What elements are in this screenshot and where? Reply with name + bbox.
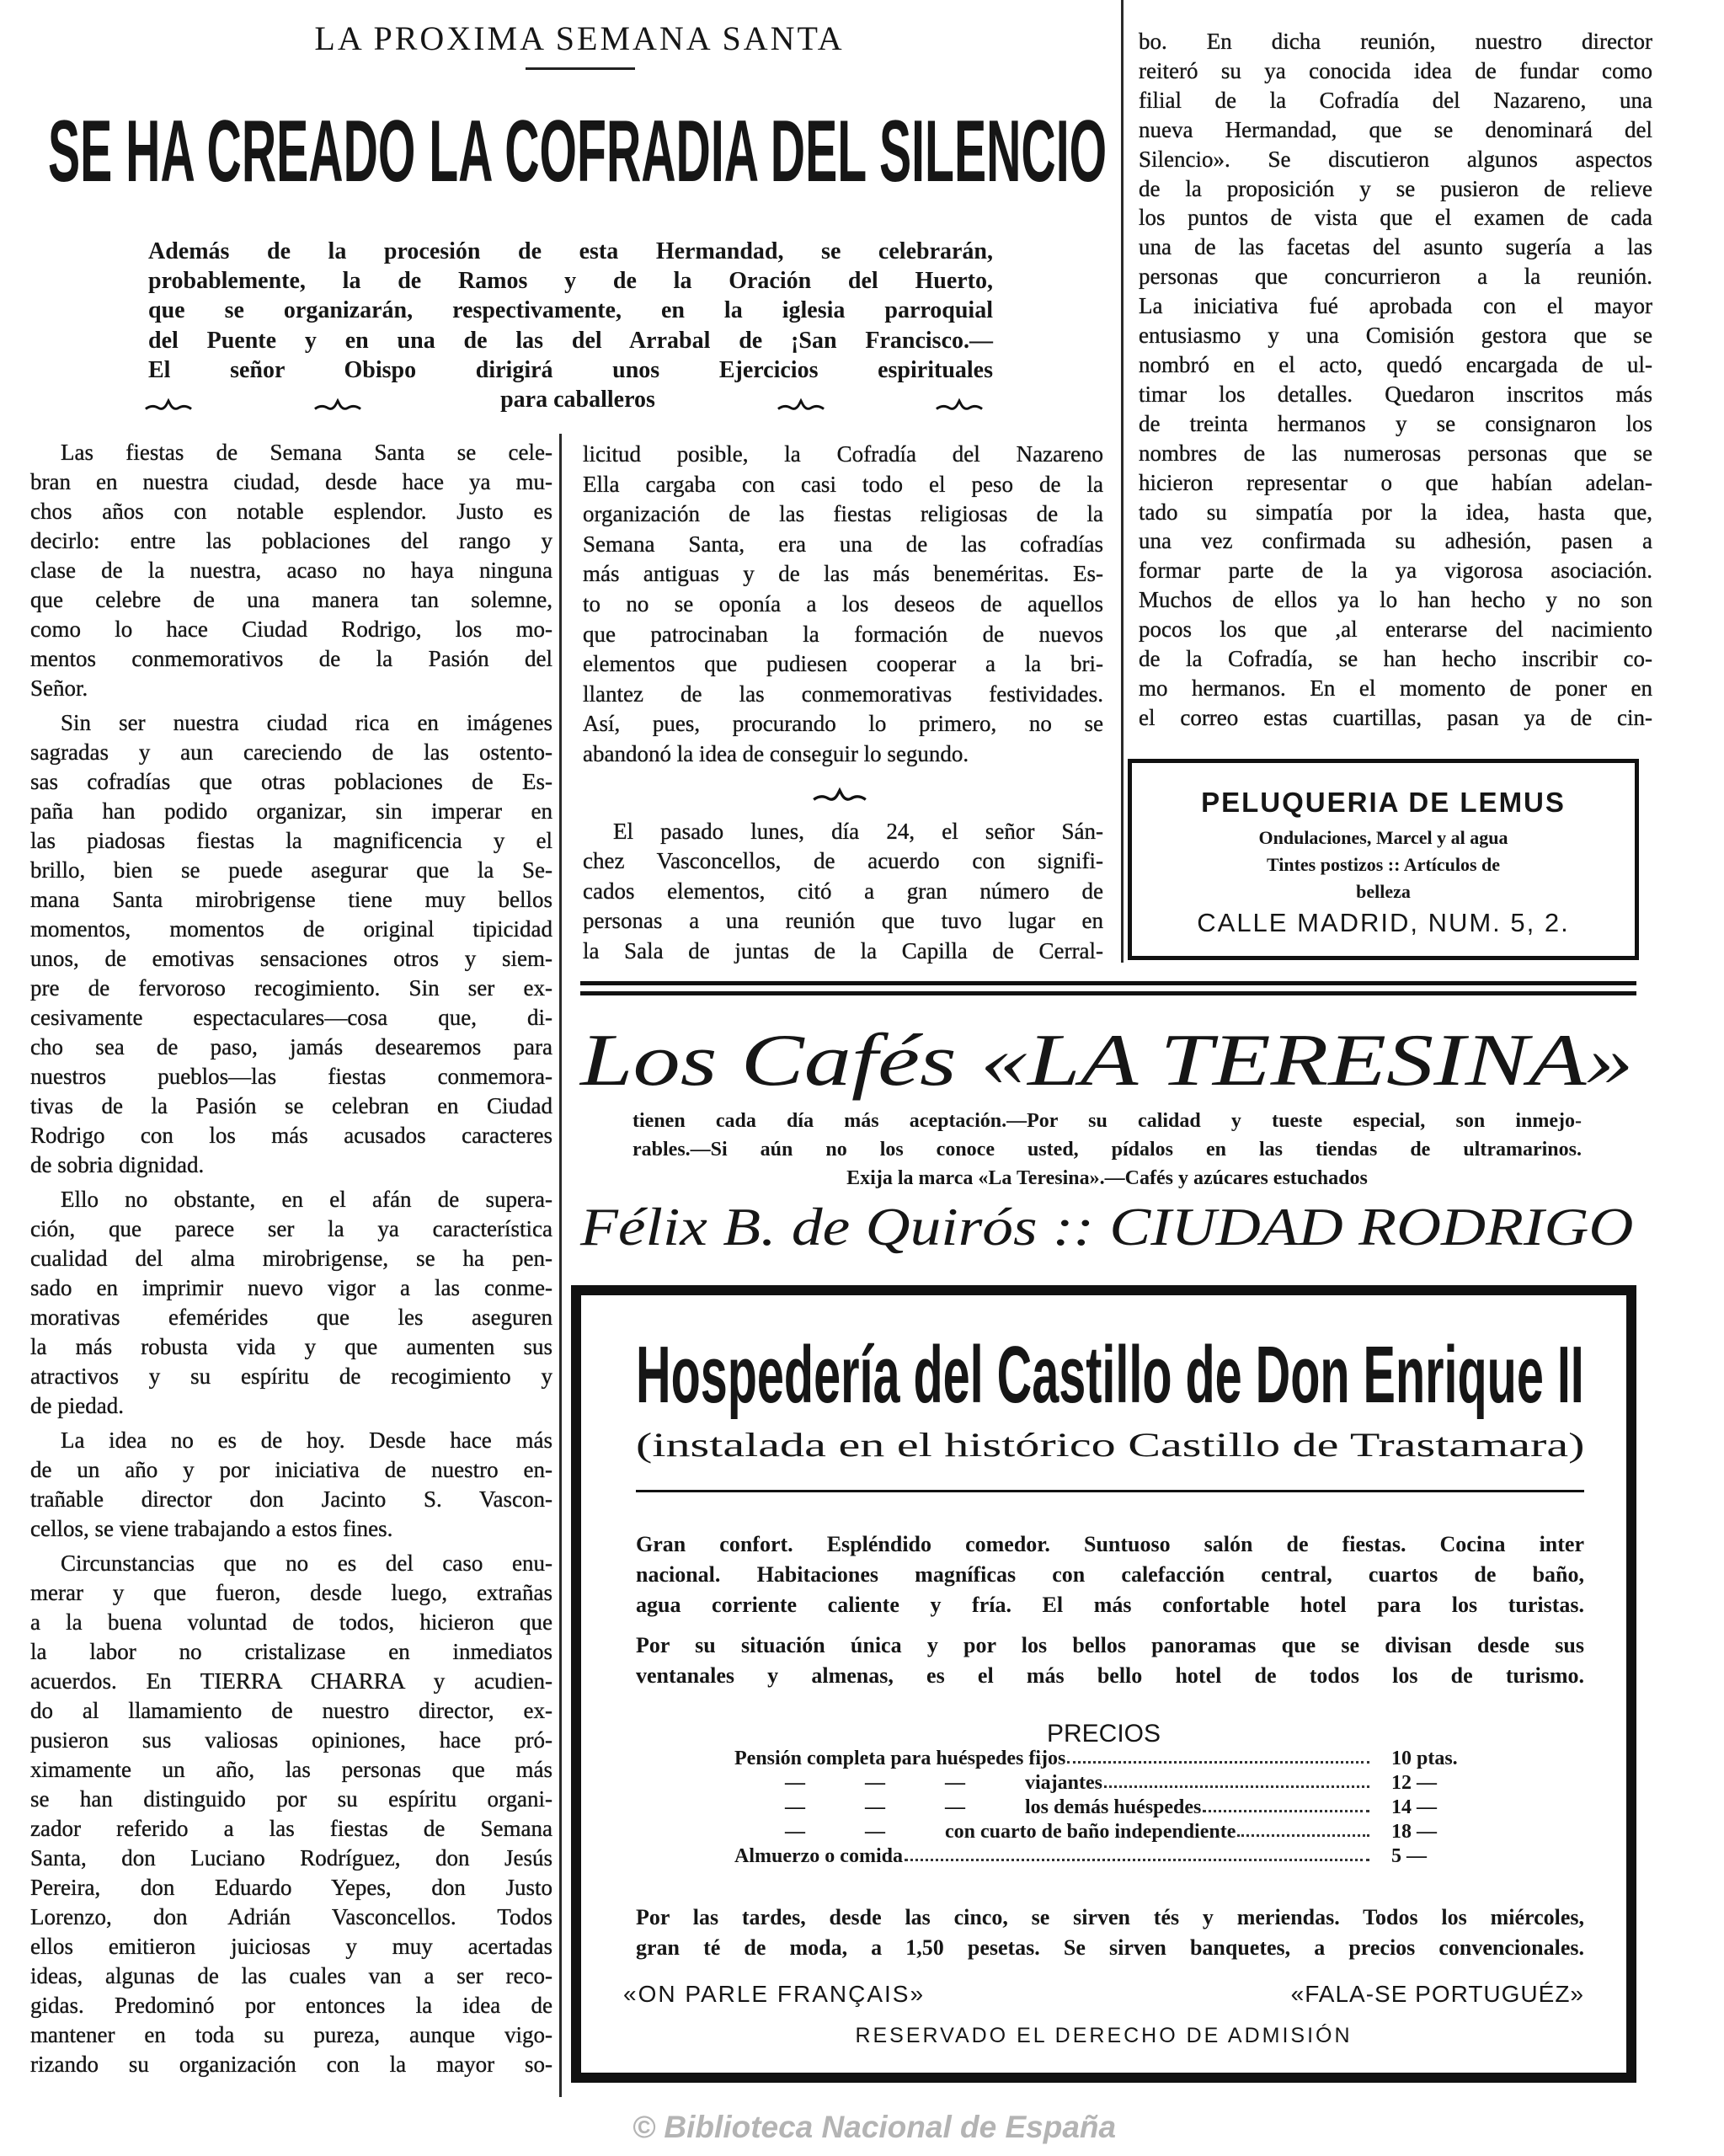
article-line: formar parte de la ya vigorosa asociación. bbox=[1139, 558, 1652, 584]
article-line: el correo estas cuartillas, pasan ya de cin- bbox=[1139, 704, 1652, 730]
article-line: Así, pues, procurando lo primero, no se bbox=[583, 711, 1103, 737]
article-line: Sin ser nuestra ciudad rica en imágenes bbox=[61, 710, 552, 735]
ornament-icon bbox=[935, 392, 984, 408]
article-line: Ello no obstante, en el afán de supera- bbox=[61, 1187, 552, 1212]
article-line: decirlo: entre las poblaciones del rango y bbox=[30, 528, 552, 553]
article-line: licitud posible, la Cofradía del Nazareno bbox=[583, 441, 1103, 467]
article-paragraph bbox=[583, 817, 1103, 967]
price-value: 18 — bbox=[1391, 1821, 1437, 1843]
article-line: tado su simpatía por la idea, hasta que, bbox=[1139, 499, 1652, 525]
hospederia-line: Por su situación única y por los bellos panoramas que se divisan desde sus bbox=[636, 1633, 1584, 1657]
article-line: organización de las fiestas religiosas de la bbox=[583, 501, 1103, 527]
article-line: ximamente un año, las personas que más bbox=[30, 1757, 552, 1782]
deck-line: El señor Obispo dirigirá unos Ejercicios espirituales bbox=[148, 356, 993, 383]
price-row bbox=[734, 1746, 1492, 1770]
teresina-signature-wrapper bbox=[580, 1196, 1634, 1258]
hospederia-ad bbox=[571, 1285, 1636, 2083]
article-line: tivas de la Pasión se celebran en Ciudad bbox=[30, 1093, 552, 1118]
article-line: cualidad del alma mirobrigense, se ha pen- bbox=[30, 1246, 552, 1271]
article-line: ellos emitieron juiciosas y muy acertadas bbox=[30, 1934, 552, 1959]
article-line: la labor no cristalizase en inmediatos bbox=[30, 1639, 552, 1664]
price-row bbox=[734, 1770, 1492, 1795]
ditto-dash: — bbox=[945, 1772, 965, 1794]
article-line: Circunstancias que no es del caso enu- bbox=[61, 1550, 552, 1576]
ditto-dash: — bbox=[785, 1796, 805, 1818]
article-line: más antiguas y de las más beneméritas. Es- bbox=[583, 561, 1103, 587]
price-value: 14 — bbox=[1391, 1796, 1437, 1818]
hospederia-subtitle-wrapper bbox=[636, 1424, 1584, 1466]
price-label: los demás huéspedes bbox=[1025, 1796, 1202, 1818]
article-paragraph bbox=[1139, 27, 1652, 733]
teresina-line: tienen cada día más aceptación.—Por su calidad y tueste especial, son inmejo- bbox=[632, 1110, 1582, 1132]
ornament-icon bbox=[810, 787, 869, 805]
price-row bbox=[734, 1795, 1492, 1819]
article-line: El pasado lunes, día 24, el señor Sán- bbox=[613, 818, 1103, 844]
article-line: sagradas y aun careciendo de las ostento- bbox=[30, 739, 552, 765]
article-line: brillo, bien se puede asegurar que la Se- bbox=[30, 857, 552, 883]
article-line: pre de fervoroso recogimiento. Sin ser ex- bbox=[30, 975, 552, 1001]
deck-line: que se organizarán, respectivamente, en la iglesia parroquial bbox=[148, 297, 993, 324]
article-line: elementos que pudiesen cooperar a la bri- bbox=[583, 651, 1103, 677]
double-rule-divider bbox=[580, 981, 1636, 985]
closing-line: Por las tardes, desde las cinco, se sirven tés y meriendas. Todos los miércoles, bbox=[636, 1905, 1584, 1929]
article-line: merar y que fueron, desde luego, extrañas bbox=[30, 1580, 552, 1605]
article-line: La iniciativa fué aprobada con el mayor bbox=[1139, 293, 1652, 319]
article-line: abandonó la idea de conseguir lo segundo. bbox=[583, 740, 969, 766]
article-line: mantener en toda su pureza, aunque vigo- bbox=[30, 2022, 552, 2047]
article-line: a la buena voluntad de todos, hicieron que bbox=[30, 1609, 552, 1635]
teresina-title: Los Cafés «LA TERESINA» bbox=[580, 1020, 1634, 1102]
article-line: cho sea de paso, jamás desearemos para bbox=[30, 1034, 552, 1059]
ornament-icon bbox=[144, 392, 193, 408]
dot-leader bbox=[1104, 1785, 1369, 1788]
peluqueria-line: Ondulaciones, Marcel y al agua bbox=[1258, 827, 1508, 848]
article-line: to no se oponía a los deseos de aquellos bbox=[583, 590, 1103, 616]
headline: SE HA CREADO LA COFRADIA DEL SILENCIO bbox=[48, 103, 1108, 200]
article-line: Silencio». Se discutieron algunos aspectos bbox=[1139, 146, 1652, 172]
dot-leader bbox=[1203, 1810, 1369, 1812]
prices-table bbox=[734, 1746, 1492, 1868]
article-line: clase de la nuestra, acaso no haya ninguna bbox=[30, 558, 552, 583]
peluqueria-name: PELUQUERIA DE LEMUS bbox=[1201, 787, 1566, 818]
article-line: hicieron representar o que habían adelan- bbox=[1139, 469, 1652, 495]
hospederia-rule-divider bbox=[636, 1490, 1584, 1492]
ditto-dash: — bbox=[785, 1772, 805, 1794]
article-line: que celebre de una manera tan solemne, bbox=[30, 587, 552, 612]
article-line: sado en imprimir nuevo vigor a las conme- bbox=[30, 1275, 552, 1300]
dot-leader bbox=[1067, 1761, 1369, 1764]
article-line: de un año y por iniciativa de nuestro en- bbox=[30, 1457, 552, 1482]
deck-line: probablemente, la de Ramos y de la Oración del Huerto, bbox=[148, 268, 993, 295]
article-line: de treinta hermanos y se consignaron los bbox=[1139, 410, 1652, 436]
ornament-icon bbox=[777, 392, 825, 408]
article-paragraph bbox=[30, 708, 552, 1180]
watermark: © Biblioteca Nacional de España bbox=[632, 2110, 1117, 2144]
article-line: momentos, momentos de original tipicidad bbox=[30, 916, 552, 942]
portuguese-spoken-note: «FALA-SE PORTUGUÉZ» bbox=[1290, 1981, 1584, 2007]
price-row bbox=[734, 1844, 1492, 1868]
article-line: las piadosas fiestas la magnificencia y el bbox=[30, 828, 552, 853]
article-line: nuestros pueblos—las fiestas conmemora- bbox=[30, 1064, 552, 1089]
article-line: como lo hace Ciudad Rodrigo, los mo- bbox=[30, 616, 552, 642]
article-line: Semana Santa, era una de las cofradías bbox=[583, 531, 1103, 557]
article-line: unos, de emotivas sensaciones otros y siem- bbox=[30, 946, 552, 971]
ditto-dash: — bbox=[865, 1772, 885, 1794]
teresina-body bbox=[632, 1107, 1582, 1193]
article-line: ción, que parece ser la ya característica bbox=[30, 1216, 552, 1241]
ditto-dash: — bbox=[865, 1796, 885, 1818]
hospederia-line: ventanales y almenas, es el más bello hotel de todos los de turismo. bbox=[636, 1663, 1584, 1688]
ornament-icon bbox=[313, 392, 362, 408]
article-line: acuerdos. En TIERRA CHARRA y acudien- bbox=[30, 1668, 552, 1694]
article-paragraph bbox=[30, 1185, 552, 1421]
article-line: timar los detalles. Quedaron inscritos más bbox=[1139, 381, 1652, 407]
article-line: Ella cargaba con casi todo el peso de la bbox=[583, 471, 1103, 497]
hospederia-paragraph bbox=[636, 1630, 1584, 1691]
article-line: personas que concurrieron a la reunión. bbox=[1139, 264, 1652, 290]
article-line: La idea no es de hoy. Desde hace más bbox=[61, 1428, 552, 1453]
article-line: que patrocinaban la formación de nuevos bbox=[583, 621, 1103, 647]
teresina-tagline: Exija la marca «La Teresina».—Cafés y azúcares estuchados bbox=[846, 1167, 1368, 1189]
article-line: de la Cofradía, se han hecho inscribir co- bbox=[1139, 646, 1652, 672]
hospederia-subtitle: (instalada en el histórico Castillo de Trastamara) bbox=[636, 1426, 1585, 1464]
hospederia-title: Hospedería del Castillo de Don Enrique II bbox=[636, 1330, 1584, 1420]
article-line: Las fiestas de Semana Santa se cele- bbox=[61, 440, 552, 465]
deck-last-line bbox=[148, 385, 993, 414]
article-line: de la proposición y se pusieron de relieve bbox=[1139, 175, 1652, 201]
article-line: pocos los que ,al enterarse del nacimiento bbox=[1139, 616, 1652, 643]
article-line: Rodrigo con los más acusados caracteres bbox=[30, 1123, 552, 1148]
article-line: zador referido a las fiestas de Semana bbox=[30, 1816, 552, 1841]
kicker-rule-divider bbox=[526, 67, 635, 70]
headline-wrapper bbox=[48, 103, 1108, 200]
teresina-line: rables.—Si aún no los conoce usted, pídalos en las tiendas de ultramarinos. bbox=[632, 1139, 1582, 1161]
article-paragraph bbox=[30, 438, 552, 703]
hospederia-paragraph bbox=[636, 1529, 1584, 1620]
hospederia-line: agua corriente caliente y fría. El más confortable hotel para los turistas. bbox=[636, 1593, 1584, 1617]
ditto-dash: — bbox=[865, 1821, 885, 1843]
article-line: cados elementos, citó a gran número de bbox=[583, 878, 1103, 904]
article-line: mana Santa mirobrigense tiene muy bellos bbox=[30, 887, 552, 912]
article-line: cellos, se viene trabajando a estos fines. bbox=[30, 1516, 393, 1541]
article-line: pusieron sus valiosas opiniones, hace pró- bbox=[30, 1727, 552, 1753]
double-rule-divider bbox=[580, 991, 1636, 995]
dot-leader bbox=[1237, 1834, 1369, 1837]
price-row bbox=[734, 1819, 1492, 1844]
price-value: 12 — bbox=[1391, 1772, 1437, 1794]
article-line: entusiasmo y una Comisión gestora que se bbox=[1139, 323, 1652, 349]
article-line: do al llamamiento de nuestro director, ex- bbox=[30, 1698, 552, 1723]
article-paragraph bbox=[30, 1426, 552, 1544]
hospederia-closing bbox=[636, 1903, 1584, 1963]
price-value: 10 ptas. bbox=[1391, 1748, 1458, 1769]
deck-summary bbox=[148, 237, 993, 414]
deck-line: Además de la procesión de esta Hermandad, se celebrarán, bbox=[148, 238, 993, 264]
article-line: una vez confirmada su adhesión, pasen a bbox=[1139, 528, 1652, 554]
hospederia-description bbox=[636, 1529, 1584, 1701]
price-label: Almuerzo o comida bbox=[734, 1845, 903, 1867]
french-spoken-note: «ON PARLE FRANÇAIS» bbox=[623, 1981, 926, 2007]
column-rule-divider bbox=[559, 434, 562, 2097]
article-line: la más robusta vida y que aumenten sus bbox=[30, 1334, 552, 1359]
article-line: se han distinguido por su espíritu organi- bbox=[30, 1786, 552, 1812]
article-line: trañable director don Jacinto S. Vascon- bbox=[30, 1486, 552, 1512]
article-line: bran en nuestra ciudad, desde hace ya mu- bbox=[30, 469, 552, 494]
ditto-dash: — bbox=[785, 1821, 805, 1843]
price-label: Pensión completa para huéspedes fijos bbox=[734, 1748, 1066, 1769]
column-rule-divider bbox=[1121, 0, 1124, 963]
article-line: atractivos y su espíritu de recogimiento y bbox=[30, 1364, 552, 1389]
closing-line: gran té de moda, a 1,50 pesetas. Se sirven banquetes, a precios convencionales. bbox=[636, 1935, 1584, 1960]
hospederia-line: Gran confort. Espléndido comedor. Suntuoso salón de fiestas. Cocina inter bbox=[636, 1532, 1584, 1556]
article-line: una de las facetas del asunto sugería a las bbox=[1139, 234, 1652, 260]
deck-line: del Puente y en una de las del Arrabal de ¡San Francisco.— bbox=[148, 327, 993, 354]
ditto-dash: — bbox=[945, 1796, 965, 1818]
price-value: 5 — bbox=[1391, 1845, 1427, 1867]
prices-heading: PRECIOS bbox=[1046, 1720, 1161, 1748]
article-line: chos años con notable esplendor. Justo es bbox=[30, 499, 552, 524]
article-paragraph bbox=[583, 440, 1103, 770]
article-line: llantez de las conmemorativas festividades. bbox=[583, 680, 1103, 707]
peluqueria-ad bbox=[1128, 759, 1639, 960]
article-line: Lorenzo, don Adrián Vasconcellos. Todos bbox=[30, 1904, 552, 1929]
article-line: la Sala de juntas de la Capilla de Cerral- bbox=[583, 937, 1103, 963]
article-line: paña han podido organizar, sin imperar en bbox=[30, 798, 552, 824]
article-line: ideas, algunas de las cuales van a ser reco- bbox=[30, 1963, 552, 1988]
admission-note: RESERVADO EL DERECHO DE ADMISIÓN bbox=[855, 2024, 1353, 2047]
article-line: nombró en el acto, quedó encargada de ul- bbox=[1139, 351, 1652, 377]
article-line: bo. En dicha reunión, nuestro director bbox=[1139, 29, 1652, 54]
peluqueria-line: belleza bbox=[1356, 881, 1411, 902]
article-column-middle bbox=[583, 440, 1103, 972]
price-label: viajantes bbox=[1025, 1772, 1102, 1794]
deck-line: para caballeros bbox=[500, 387, 655, 414]
article-line: mentos conmemorativos de la Pasión del bbox=[30, 646, 552, 671]
article-line: Muchos de ellos ya lo han hecho y no son bbox=[1139, 587, 1652, 613]
teresina-title-wrapper bbox=[580, 1021, 1634, 1102]
article-line: Santa, don Luciano Rodríguez, don Jesús bbox=[30, 1845, 552, 1870]
article-line: cesivamente espectaculares—cosa que, di- bbox=[30, 1005, 552, 1030]
article-line: sas cofradías que otras poblaciones de Es- bbox=[30, 769, 552, 794]
article-line: morativas efemérides que les aseguren bbox=[30, 1305, 552, 1330]
article-line: nombres de las numerosas personas que se bbox=[1139, 440, 1652, 466]
article-line: reiteró su ya conocida idea de fundar como bbox=[1139, 57, 1652, 83]
article-line: nueva Hermandad, que se denominará del bbox=[1139, 116, 1652, 142]
hospederia-line: nacional. Habitaciones magníficas con calefacción central, cuartos de baño, bbox=[636, 1562, 1584, 1587]
article-line: de sobria dignidad. bbox=[30, 1152, 205, 1177]
article-line: rizando su organización con la mayor so- bbox=[30, 2052, 552, 2077]
section-ornament bbox=[583, 775, 1103, 817]
article-line: Pereira, don Eduardo Yepes, don Justo bbox=[30, 1875, 552, 1900]
article-line: mo hermanos. En el momento de poner en bbox=[1139, 675, 1652, 701]
dot-leader bbox=[905, 1859, 1369, 1861]
kicker-heading: LA PROXIMA SEMANA SANTA bbox=[314, 19, 845, 57]
article-paragraph bbox=[30, 1549, 552, 2079]
article-line: de piedad. bbox=[30, 1393, 124, 1418]
article-line: Señor. bbox=[30, 675, 88, 701]
peluqueria-address: CALLE MADRID, NUM. 5, 2. bbox=[1197, 908, 1570, 937]
peluqueria-line: Tintes postizos :: Artículos de bbox=[1266, 854, 1501, 875]
article-line: gidas. Predominó por entonces la idea de bbox=[30, 1993, 552, 2018]
price-label: con cuarto de baño independiente bbox=[945, 1821, 1236, 1843]
article-line: chez Vasconcellos, de acuerdo con signifi- bbox=[583, 848, 1103, 874]
article-line: personas a una reunión que tuvo lugar en bbox=[583, 908, 1103, 934]
hospederia-title-wrapper bbox=[636, 1330, 1584, 1420]
article-line: filial de la Cofradía del Nazareno, una bbox=[1139, 87, 1652, 113]
teresina-signature: Félix B. de Quirós :: CIUDAD RODRIGO bbox=[580, 1197, 1634, 1257]
article-line: los puntos de vista que el examen de cada bbox=[1139, 205, 1652, 231]
article-column-left bbox=[30, 438, 552, 2084]
article-column-right bbox=[1139, 27, 1652, 738]
